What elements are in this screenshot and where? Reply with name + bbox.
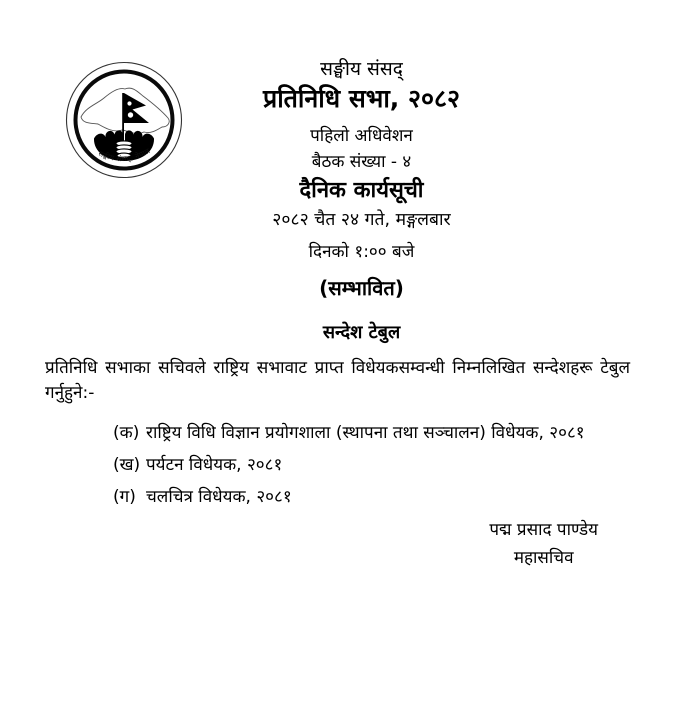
meeting-number: बैठक संख्या - ४ xyxy=(311,152,412,172)
tentative-label: (सम्भावित) xyxy=(319,276,404,300)
session-name: पहिलो अधिवेशन xyxy=(310,126,413,146)
list-item xyxy=(113,453,630,478)
bill-list xyxy=(45,421,630,510)
list-item-label: (ग) xyxy=(113,487,136,507)
document-title: दैनिक कार्यसूची xyxy=(299,178,424,203)
time-line: दिनको १:०० बजे xyxy=(308,242,415,262)
list-item-text: चलचित्र विधेयक, २०८१ xyxy=(146,487,292,507)
section-heading: सन्देश टेबुल xyxy=(322,322,401,343)
lead-paragraph: प्रतिनिधि सभाका सचिवले राष्ट्रिय सभावाट प्राप्त विधेयकसम्वन्धी निम्नलिखित सन्देशहरू टेबुल गर्नुहुने:- xyxy=(45,358,630,403)
parliament-name: सङ्घीय संसद् xyxy=(320,58,403,80)
signatory-title: महासचिव xyxy=(513,548,574,568)
list-item-label: (क) xyxy=(113,423,140,443)
date-line: २०८२ चैत २४ गते, मङ्गलबार xyxy=(272,210,451,230)
list-item xyxy=(113,485,630,510)
list-item-text: पर्यटन विधेयक, २०८१ xyxy=(146,455,283,475)
signature-block xyxy=(489,518,598,570)
document-body xyxy=(45,346,630,517)
list-item xyxy=(113,421,630,446)
list-item-label: (ख) xyxy=(113,455,141,475)
signatory-name: पद्म प्रसाद पाण्डेय xyxy=(489,520,598,540)
house-and-year: प्रतिनिधि सभा, २०८२ xyxy=(262,84,460,113)
emblem-caption: सङ्घीय संसद्, नेपाल xyxy=(97,146,152,164)
list-item-text: राष्ट्रिय विधि विज्ञान प्रयोगशाला (स्थापना तथा सञ्चालन) विधेयक, २०८१ xyxy=(146,423,585,443)
document-header xyxy=(0,56,673,346)
